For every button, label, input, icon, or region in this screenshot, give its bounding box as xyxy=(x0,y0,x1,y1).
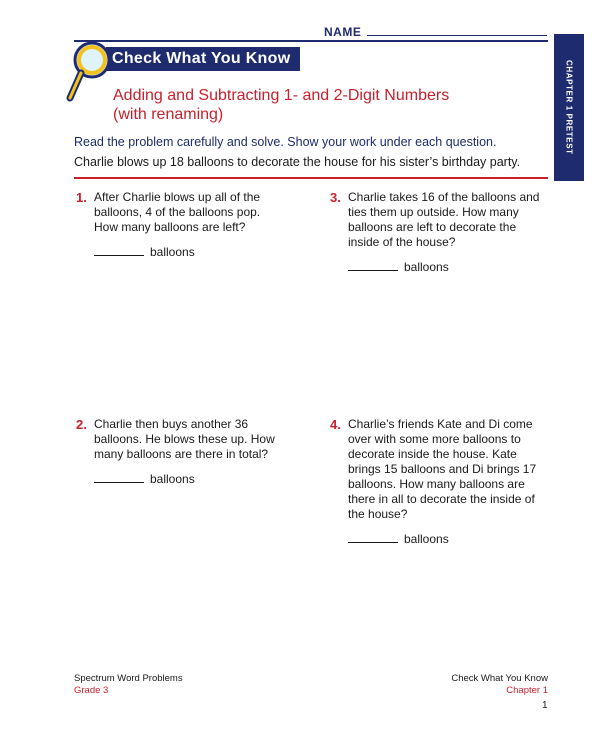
footer-chapter: Chapter 1 xyxy=(506,685,548,696)
chapter-side-tab xyxy=(554,34,584,181)
name-label: NAME xyxy=(324,25,362,39)
footer-left xyxy=(74,673,183,697)
name-line[interactable] xyxy=(367,25,547,36)
problem-number: 4. xyxy=(330,417,341,432)
problem-3 xyxy=(330,190,540,275)
problem-number: 1. xyxy=(76,190,87,205)
answer-unit: balloons xyxy=(150,245,195,259)
answer-blank[interactable] xyxy=(348,260,398,271)
magnifying-glass-icon xyxy=(66,38,114,104)
name-field xyxy=(324,25,547,39)
answer-line xyxy=(348,260,540,275)
answer-unit: balloons xyxy=(404,532,449,546)
answer-blank[interactable] xyxy=(94,245,144,256)
footer-grade: Grade 3 xyxy=(74,685,109,696)
answer-unit: balloons xyxy=(150,472,195,486)
red-divider xyxy=(74,177,548,179)
answer-unit: balloons xyxy=(404,260,449,274)
footer-section-title: Check What You Know xyxy=(451,673,548,684)
problem-intro: Charlie blows up 18 balloons to decorate the house for his sister’s birthday party. xyxy=(74,155,521,169)
footer-right xyxy=(451,673,548,697)
answer-blank[interactable] xyxy=(94,472,144,483)
banner-title: Check What You Know xyxy=(112,50,291,67)
lesson-subtitle xyxy=(113,86,533,124)
problem-text: Charlie’s friends Kate and Di come over with some more balloons to decorate inside the house. Kate brings 15 balloons and Di brings 17 balloons. How many balloons are there in all to decorate the inside of the house? xyxy=(348,417,537,521)
instructions: Read the problem carefully and solve. Show your work under each question. xyxy=(74,135,497,149)
problem-1 xyxy=(76,190,286,260)
problem-text: Charlie then buys another 36 balloons. He blows these up. How many balloons are there in total? xyxy=(94,417,275,461)
lesson-subtitle-line2: (with renaming) xyxy=(113,106,224,123)
problem-text: After Charlie blows up all of the balloons, 4 of the balloons pop. How many balloons are left? xyxy=(94,190,261,234)
section-banner xyxy=(106,47,300,71)
problem-number: 2. xyxy=(76,417,87,432)
answer-line xyxy=(348,532,540,547)
problem-text: Charlie takes 16 of the balloons and ties them up outside. How many balloons are left to decorate the inside of the house? xyxy=(348,190,540,249)
top-rule xyxy=(74,40,548,42)
side-tab-label: CHAPTER 1 PRETEST xyxy=(564,60,574,155)
problem-4 xyxy=(330,417,540,547)
answer-line xyxy=(94,245,286,260)
answer-line xyxy=(94,472,286,487)
page-number: 1 xyxy=(542,700,548,711)
footer-book-title: Spectrum Word Problems xyxy=(74,673,183,684)
problem-2 xyxy=(76,417,286,487)
problem-number: 3. xyxy=(330,190,341,205)
lesson-subtitle-line1: Adding and Subtracting 1- and 2-Digit Numbers xyxy=(113,87,450,104)
answer-blank[interactable] xyxy=(348,532,398,543)
